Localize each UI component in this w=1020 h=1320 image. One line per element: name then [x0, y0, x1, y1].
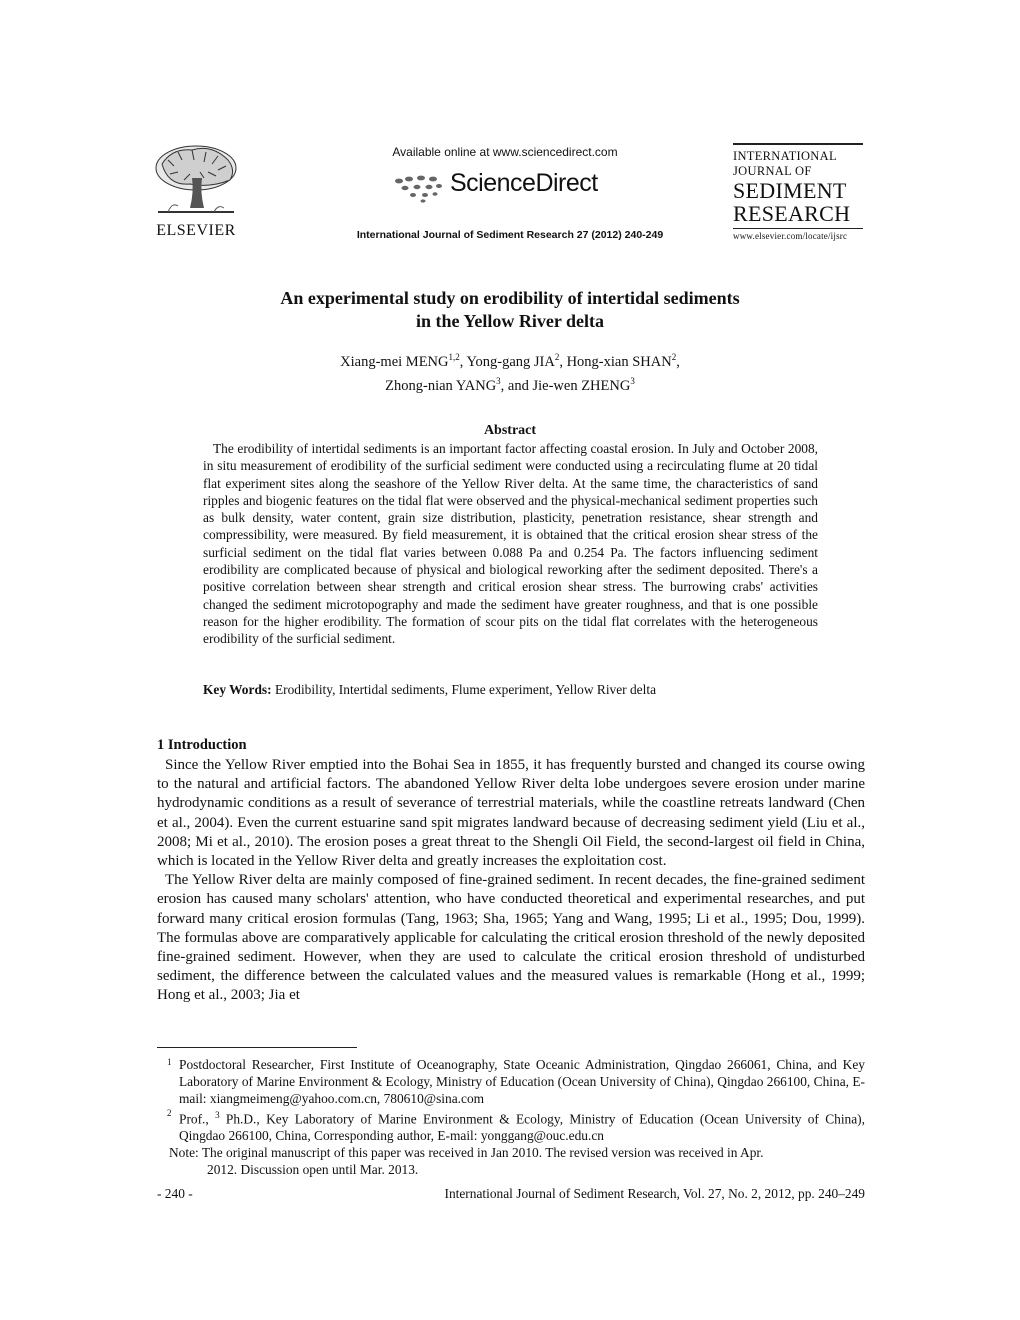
- paragraph: The Yellow River delta are mainly composed of fine-grained sediment. In recent decades, the fine-grained sediment erosion has caused many scholars' attention, who have conducted theoretical and experimental researches, and put forward many critical erosion formulas (Tang, 1963; Sha, 1965; Yang and Wang, 1995; Li et al., 1995; Dou, 1999). The formulas above are comparatively applicable for calculating the critical erosion threshold of the newly deposited fine-grained sediment. However, when they are used to calculate the critical erosion threshold of undisturbed sediment, the difference between the calculated values and the measured values is remarkable (Hong et al., 1999; Hong et al., 2003; Jia et: [157, 872, 865, 1004]
- footnotes: [157, 1056, 865, 1178]
- sciencedirect-dots-icon: [395, 175, 445, 203]
- sciencedirect-wordmark: ScienceDirect: [450, 169, 598, 197]
- journal-logo: [733, 143, 863, 241]
- center-header: [340, 145, 670, 207]
- author-affiliation-mark: 1,2: [448, 352, 460, 362]
- manuscript-note-line-1: Note: The original manuscript of this paper was received in Jan 2010. The revised version was received in Apr.: [169, 1145, 764, 1161]
- keywords-list: Erodibility, Intertidal sediments, Flume experiment, Yellow River delta: [274, 682, 657, 697]
- footnote-text: Postdoctoral Researcher, First Institute of Oceanography, State Oceanic Administration, Qingdao 266061, China, and Key Laboratory of Marine Environment & Ecology, Ministry of Education (Ocean University of China), Qingdao 266100, China, E-mail: xiangmeimeng@yahoo.com.cn, 780610@sina.com: [179, 1057, 865, 1106]
- journal-logo-line4: RESEARCH: [733, 201, 851, 226]
- title-line-2: in the Yellow River delta: [416, 311, 604, 331]
- available-online-text[interactable]: Available online at www.sciencedirect.com: [392, 145, 618, 159]
- footnote-divider: [157, 1047, 357, 1048]
- paragraph: Since the Yellow River emptied into the Bohai Sea in 1855, it has frequently bursted and changed its course owing to the natural and artificial factors. The abandoned Yellow River delta lobe undergoes severe erosion under marine hydrodynamic conditions as a result of severance of terrestrial materials, while the coastline retreats landward (Chen et al., 2004). Even the current estuarine sand spit migrates landward because of decreasing sediment yield (Liu et al., 2008; Mi et al., 2010). The erosion poses a great threat to the Shengli Oil Field, the second-largest oil field in China, which is located in the Yellow River delta and greatly increases the exploitation cost.: [157, 757, 865, 870]
- journal-logo-line3: SEDIMENT: [733, 178, 847, 203]
- author-separator: ,: [559, 353, 567, 370]
- footnote-text: Prof.,: [179, 1111, 216, 1127]
- keywords: [203, 682, 818, 698]
- author-name: Jie-wen ZHENG: [532, 377, 631, 394]
- author-separator: ,: [676, 353, 680, 370]
- author-separator: , and: [500, 377, 533, 394]
- publisher-name: ELSEVIER: [156, 222, 236, 239]
- author-name: Xiang-mei MENG: [340, 353, 449, 370]
- section-heading: 1 Introduction: [157, 737, 247, 753]
- paper-title: [160, 287, 860, 333]
- footnote-mark: 3: [215, 1110, 220, 1120]
- author-line-1: [160, 348, 860, 372]
- journal-logo-line2: JOURNAL OF: [733, 164, 812, 178]
- journal-logo-url[interactable]: www.elsevier.com/locate/ijsrc: [733, 228, 863, 241]
- author-affiliation-mark: 3: [496, 375, 501, 386]
- author-affiliation-mark: 2: [554, 352, 560, 362]
- footnote-text: Ph.D., Key Laboratory of Marine Environment & Ecology, Ministry of Education (Ocean University of China), Qingdao 266100, China, Corresponding author, E-mail: yonggang@ouc.edu.cn: [179, 1111, 865, 1144]
- keywords-label: Key Words:: [203, 682, 272, 697]
- introduction-body: [157, 756, 865, 1006]
- author-list: [160, 348, 860, 396]
- author-separator: ,: [459, 353, 467, 370]
- manuscript-note-line-2: 2012. Discussion open until Mar. 2013.: [207, 1162, 419, 1178]
- footnote-1: [157, 1056, 865, 1107]
- journal-logo-line1: INTERNATIONAL: [733, 149, 837, 163]
- author-name: Yong-gang JIA: [466, 353, 555, 370]
- title-line-1: An experimental study on erodibility of intertidal sediments: [280, 288, 740, 308]
- footer-citation: International Journal of Sediment Research, Vol. 27, No. 2, 2012, pp. 240–249: [444, 1186, 865, 1201]
- journal-citation-line: International Journal of Sediment Research 27 (2012) 240-249: [356, 229, 664, 241]
- abstract-heading: Abstract: [483, 423, 537, 438]
- elsevier-tree-icon: [148, 140, 244, 220]
- footnote-mark: 1: [167, 1057, 172, 1067]
- author-line-2: [160, 372, 860, 396]
- sciencedirect-logo: [340, 163, 670, 207]
- elsevier-logo: [148, 140, 244, 244]
- page-number: - 240 -: [157, 1186, 193, 1201]
- author-name: Zhong-nian YANG: [385, 377, 497, 394]
- footnote-2: [157, 1107, 865, 1144]
- footnote-mark: 2: [167, 1108, 172, 1118]
- author-name: Hong-xian SHAN: [566, 353, 672, 370]
- author-affiliation-mark: 3: [630, 375, 635, 386]
- abstract-text: The erodibility of intertidal sediments is an important factor affecting coastal erosion. In July and October 2008, in situ measurement of erodibility of the surficial sediment were conducted using a recirculating flume at 20 tidal flat experiment sites along the seashore of the Yellow River delta. At the same time, the characteristics of sand ripples and biogenic features on the tidal flat were observed and the physical-mechanical sediment properties such as bulk density, water content, grain size distribution, plasticity, penetration resistance, shear strength and compressibility, were measured. By field measurement, it is obtained that the critical erosion shear stress of the surficial sediment on the tidal flat varies between 0.088 Pa and 0.254 Pa. The factors influencing sediment erodibility are complicated because of physical and biological reworking after the sediment deposited. There's a positive correlation between shear strength and critical erosion shear stress. The burrowing crabs' activities changed the sediment microtopography and made the sediment have greater roughness, and that is one possible reason for the higher erodibility. The formation of scour pits on the tidal flat correlates with the heterogeneous erodibility of the surficial sediment.: [203, 441, 818, 647]
- author-affiliation-mark: 2: [671, 352, 677, 362]
